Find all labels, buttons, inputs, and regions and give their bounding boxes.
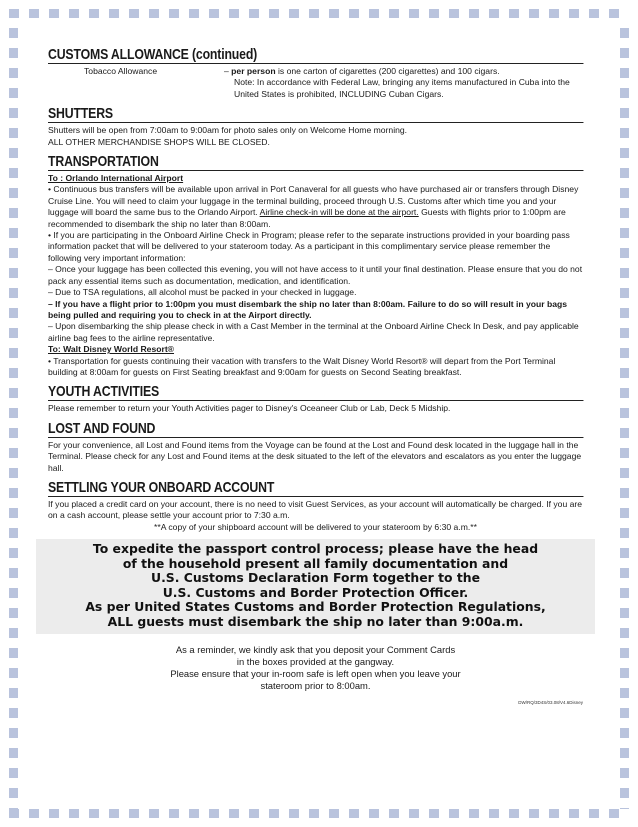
shutters-section <box>48 105 583 148</box>
settling-section <box>48 479 583 533</box>
bullet-bus-transfers <box>48 184 583 230</box>
bullet-text: Guests with flights prior to 1:00pm are recommended to disembark the ship no later than 8:00am. <box>48 207 566 229</box>
tobacco-label: Tobacco Allowance <box>84 66 158 76</box>
transportation-section <box>48 153 583 378</box>
lost-found-text: For your convenience, all Lost and Found items from the Voyage can be found at the Lost and Found desk located in the luggage hall in the Terminal. Please check for any Lost and Found items at the desk situated to the left of the elevators and escalators as you enter the luggage hall. <box>48 439 582 473</box>
section-header: LOST AND FOUND <box>48 420 583 438</box>
reminder-line: Please ensure that your in-room safe is left open when you leave your <box>170 667 461 679</box>
notice-line: As per United States Customs and Border Protection Regulations, <box>85 599 546 615</box>
tobacco-allowance: is one carton of cigarettes (200 cigarettes) and 100 cigars. <box>275 66 500 76</box>
section-header: SETTLING YOUR ONBOARD ACCOUNT <box>48 479 583 497</box>
reminder-line: stateroom prior to 8:00am. <box>260 679 371 691</box>
dash-item: – Once your luggage has been collected this evening, you will not have access to it until your final destination. Please ensure that you do not pack any essential items such as documentation, medication, and identification. <box>48 264 583 286</box>
settling-text: If you placed a credit card on your account, there is no need to visit Guest Services, as your account will automatically be charged. If you are on a cash account, please settle your account prior to 7:30 a.m. <box>48 498 583 521</box>
document-code: DW/RQ/3D4S/03.08/V4.6Disney <box>518 700 583 706</box>
reminder-block <box>48 644 583 691</box>
notice-line: of the household present all family documentation and <box>122 555 509 571</box>
lost-found-section <box>48 420 583 474</box>
dash-item: – Upon disembarking the ship please check in with a Cast Member in the terminal at the Onboard Airline Check In Desk, and pay applicable airline bag fees to the airline representative. <box>48 321 579 343</box>
notice-line: To expedite the passport control process; please have the head <box>92 541 539 557</box>
tobacco-row <box>48 66 583 100</box>
notice-line: ALL guests must disembark the ship no later than 9:00a.m. <box>107 613 524 629</box>
section-header: CUSTOMS ALLOWANCE (continued) <box>48 46 583 64</box>
tobacco-dash: – <box>224 66 232 76</box>
tobacco-bold: per person <box>231 66 276 76</box>
reminder-line: in the boxes provided at the gangway. <box>236 655 395 667</box>
subheading-wdw: To: Walt Disney World Resort® <box>48 344 175 355</box>
reminder-line: As a reminder, we kindly ask that you deposit your Comment Cards <box>175 644 456 656</box>
bullet-text: • Continuous bus transfers will be available upon arrival in Port Canaveral for all guests who have purchased air or transfers through Disney Cruise Line. You will need to claim your luggage in the terminal building, proceed through U.S. Customs after which time you and your luggage will board the same bus to the Orlando Airport. <box>48 184 579 218</box>
youth-section <box>48 383 583 414</box>
section-header: SHUTTERS <box>48 105 583 123</box>
notice-line: U.S. Customs and Border Protection Officer. <box>162 584 469 600</box>
tobacco-text <box>224 66 583 100</box>
subheading-airport: To : Orlando International Airport <box>48 173 184 184</box>
customs-section <box>48 46 583 100</box>
bullet-onboard-checkin: • If you are participating in the Onboard Airline Check in Program; please refer to the separate instructions provided in your boarding pass information packet that will be delivered to your stateroom today. As a participant in this complimentary service please remember the following very important information: <box>48 230 570 263</box>
youth-text: Please remember to return your Youth Activities pager to Disney's Oceaneer Club or Lab, Deck 5 Midship. <box>48 403 451 414</box>
document-body <box>48 46 583 709</box>
passport-notice <box>36 539 595 634</box>
dash-item: – Due to TSA regulations, all alcohol must be packed in your checked in luggage. <box>48 287 357 298</box>
section-header: YOUTH ACTIVITIES <box>48 383 583 401</box>
tobacco-note: Note: In accordance with Federal Law, bringing any items manufactured in Cuba into the United States is prohibited, INCLUDING Cuban Cigars. <box>234 77 570 99</box>
shutters-line: ALL OTHER MERCHANDISE SHOPS WILL BE CLOSED. <box>48 136 270 147</box>
bullet-wdw-transfers: • Transportation for guests continuing their vacation with transfers to the Walt Disney World Resort® will depart from the Port Terminal building at 8:00am for guests on First Seating breakfast and 9:00am for guests on Second Seating breakfast. <box>48 355 556 377</box>
account-copy-note: **A copy of your shipboard account will be delivered to your stateroom by 6:30 a.m.** <box>154 521 477 532</box>
section-header: TRANSPORTATION <box>48 153 583 171</box>
airline-checkin-note: Airline check-in will be done at the airport. <box>259 207 419 218</box>
shutters-line: Shutters will be open from 7:00am to 9:00am for photo sales only on Welcome Home morning. <box>48 125 408 136</box>
dash-item-warning: – If you have a flight prior to 1:00pm you must disembark the ship no later than 8:00am. Failure to do so will result in your bags being pulled and requiring you to check in at the Airport directly. <box>48 298 568 320</box>
notice-line: U.S. Customs Declaration Form together to the <box>151 570 480 586</box>
